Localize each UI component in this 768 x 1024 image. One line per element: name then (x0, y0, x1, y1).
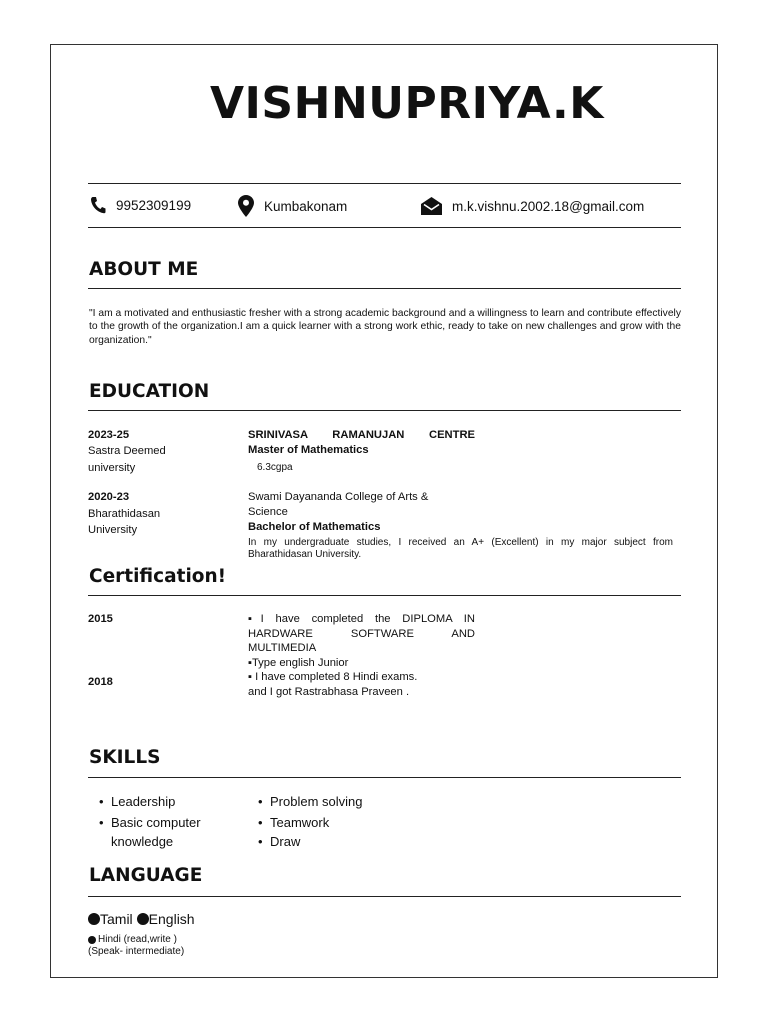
education-heading: EDUCATION (89, 381, 210, 402)
education-degree: Bachelor of Mathematics (248, 521, 381, 533)
location-text: Kumbakonam (264, 198, 348, 214)
about-text: "I am a motivated and enthusiastic fresher with a strong academic background and a willingness to learn and contribute effectively to the growth of the organization.I am a quick learner with a strong work ethic, ready to take on new challenges and grow with the organization." (89, 308, 681, 346)
candidate-name: VISHNUPRIYA.K (210, 78, 604, 129)
education-place: Sastra Deemed (88, 445, 166, 457)
education-place: Bharathidasan (88, 508, 161, 520)
skills-divider (88, 777, 681, 778)
education-place: University (88, 524, 138, 536)
certification-line: and I got Rastrabhasa Praveen . (248, 686, 410, 698)
education-years: 2023-25 (88, 429, 130, 441)
language-english: English (148, 911, 195, 927)
language-hindi-note: (Speak- intermediate) (88, 946, 185, 957)
list-item: • Basic computer (99, 815, 201, 830)
contact-phone (90, 196, 191, 214)
education-place: university (88, 462, 136, 474)
language-hindi: Hindi (read,write ) (88, 934, 177, 946)
bullet-circle-icon (137, 913, 149, 925)
list-item: • Teamwork (258, 815, 330, 830)
education-degree: Master of Mathematics (248, 444, 369, 456)
email-text: m.k.vishnu.2002.18@gmail.com (452, 198, 645, 214)
about-heading: ABOUT ME (89, 259, 199, 280)
contact-top-divider (88, 183, 681, 184)
skills-heading: SKILLS (89, 747, 161, 768)
contact-bottom-divider (88, 227, 681, 228)
certification-divider (88, 595, 681, 596)
certification-line: ▪I have completed the DIPLOMA IN (248, 613, 475, 625)
list-item: • Leadership (99, 794, 176, 809)
education-divider (88, 410, 681, 411)
education-institution: Science (248, 506, 288, 518)
skills-list-right (258, 792, 363, 851)
language-heading: LANGUAGE (89, 865, 203, 886)
bullet-circle-icon (88, 936, 96, 944)
contact-email (421, 197, 644, 215)
certification-year: 2015 (88, 613, 113, 625)
list-item: • Draw (258, 834, 301, 849)
bullet-circle-icon (88, 913, 100, 925)
phone-number: 9952309199 (116, 197, 192, 213)
certification-heading: Certification! (89, 566, 227, 587)
certification-line: ▪ I have completed 8 Hindi exams. (248, 671, 418, 683)
education-grade: 6.3cgpa (257, 462, 293, 473)
certification-line: HARDWARE SOFTWARE AND (248, 628, 475, 640)
education-institution: Swami Dayananda College of Arts & (248, 491, 429, 503)
education-years: 2020-23 (88, 491, 130, 503)
about-divider (88, 288, 681, 289)
education-detail: In my undergraduate studies, I received an A+ (Excellent) in my major subject from Bharathidasan University. (248, 537, 673, 560)
list-item: • Problem solving (258, 794, 363, 809)
location-pin-icon (238, 195, 254, 217)
list-item: knowledge (111, 834, 174, 849)
skills-list-left (99, 792, 201, 851)
education-institution: SRINIVASA RAMANUJAN CENTRE (248, 429, 475, 441)
certification-line: MULTIMEDIA (248, 642, 317, 654)
certification-year: 2018 (88, 676, 113, 688)
certification-line: ▪Type english Junior (248, 657, 349, 669)
language-tamil: Tamil (100, 911, 133, 927)
phone-icon (90, 196, 106, 214)
contact-location (238, 195, 347, 217)
language-divider (88, 896, 681, 897)
email-envelope-icon (421, 197, 442, 215)
language-list (88, 911, 195, 927)
